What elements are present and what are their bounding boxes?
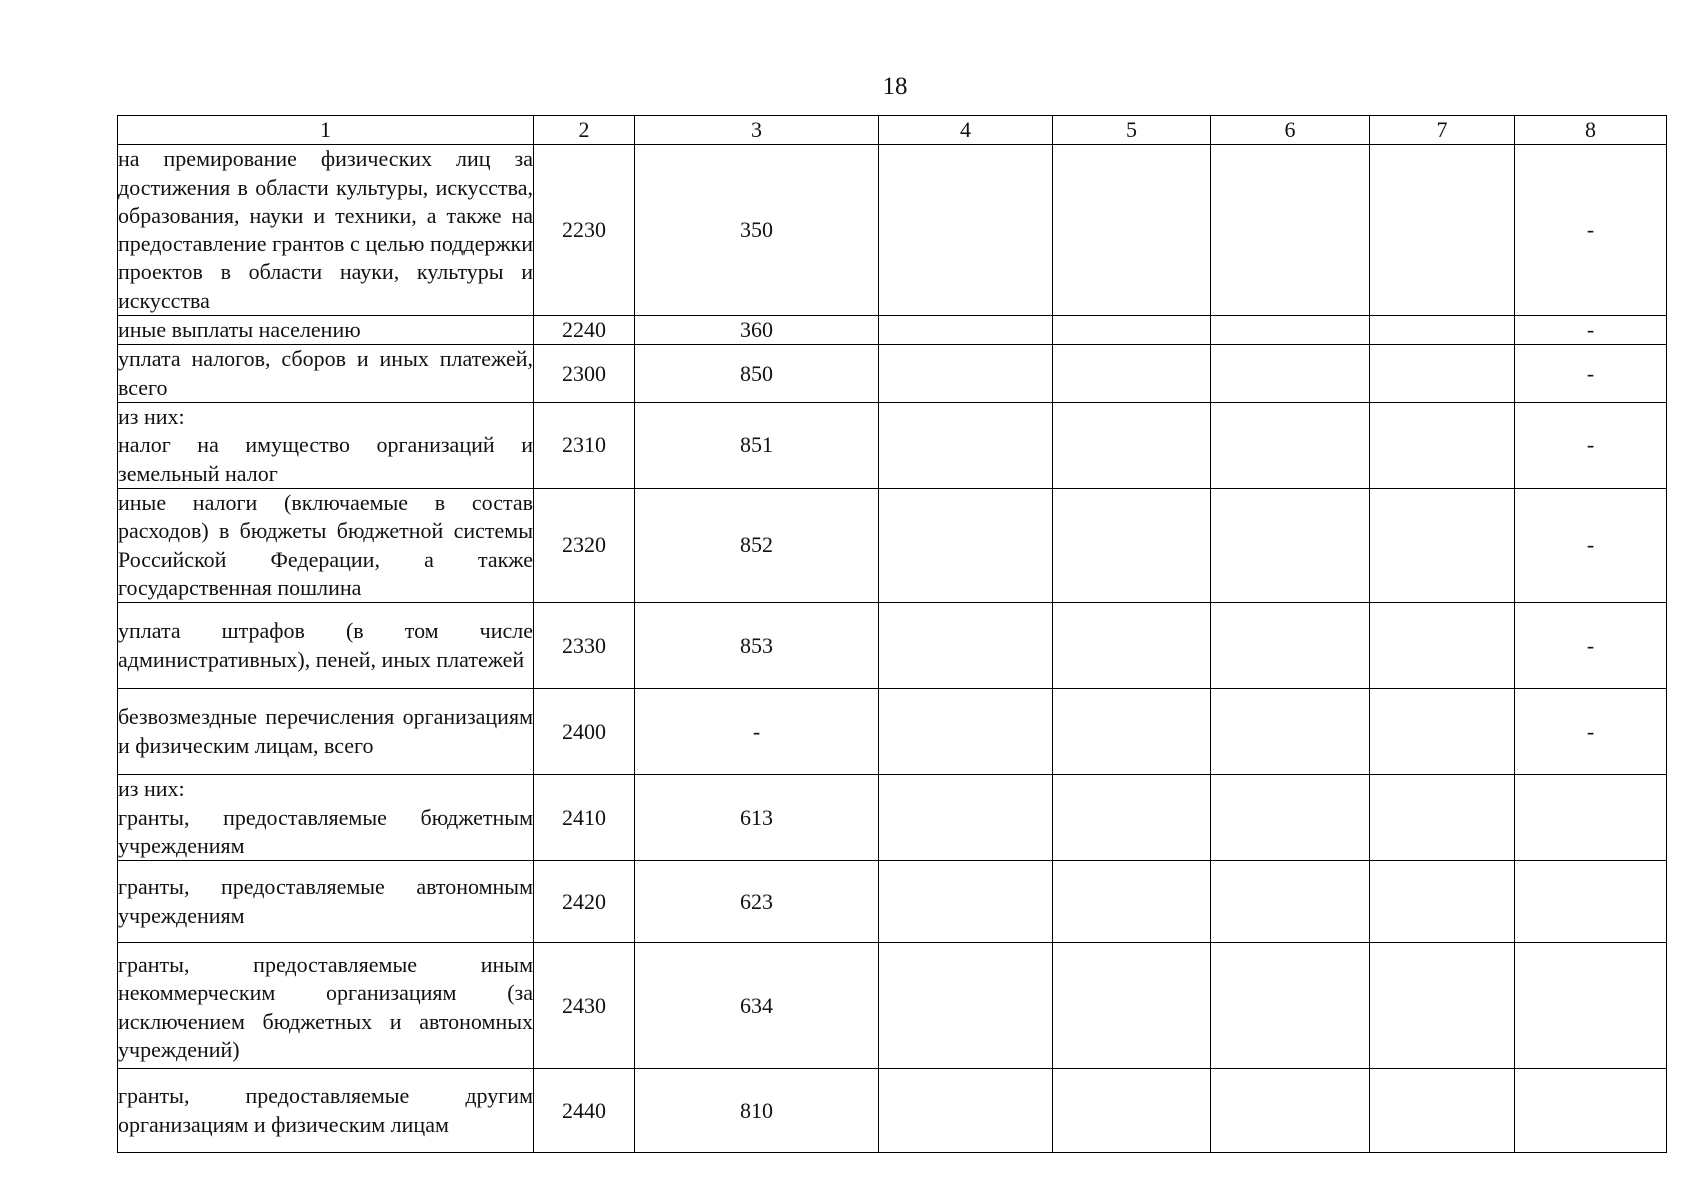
row-value-col5 xyxy=(1053,345,1211,403)
table-row xyxy=(118,861,1667,943)
row-name xyxy=(118,861,534,943)
row-value-col7 xyxy=(1370,861,1515,943)
column-number: 8 xyxy=(1515,116,1667,145)
row-kosgu-code: 852 xyxy=(635,488,879,602)
table-row xyxy=(118,689,1667,775)
table-row xyxy=(118,345,1667,403)
row-name-prefix: из них: xyxy=(118,776,185,802)
row-value-col5 xyxy=(1053,775,1211,861)
row-value-col8: - xyxy=(1515,316,1667,345)
row-name xyxy=(118,345,534,403)
row-value-col5 xyxy=(1053,145,1211,316)
row-value-col4 xyxy=(879,145,1053,316)
row-value-col7 xyxy=(1370,943,1515,1069)
row-value-col8: - xyxy=(1515,345,1667,403)
column-number: 7 xyxy=(1370,116,1515,145)
row-value-col7 xyxy=(1370,316,1515,345)
row-value-col7 xyxy=(1370,345,1515,403)
table-row xyxy=(118,145,1667,316)
row-name-text: уплата налогов, сборов и иных платежей, всего xyxy=(118,346,533,400)
row-kosgu-code: 810 xyxy=(635,1069,879,1153)
row-name-text: гранты, предоставляемые автономным учреждениям xyxy=(118,874,533,928)
row-name xyxy=(118,402,534,488)
row-code: 2440 xyxy=(534,1069,635,1153)
row-value-col6 xyxy=(1211,402,1370,488)
row-value-col6 xyxy=(1211,775,1370,861)
row-name xyxy=(118,488,534,602)
row-value-col8 xyxy=(1515,943,1667,1069)
row-name xyxy=(118,603,534,689)
row-value-col7 xyxy=(1370,145,1515,316)
row-kosgu-code: 360 xyxy=(635,316,879,345)
row-name xyxy=(118,145,534,316)
table-row xyxy=(118,316,1667,345)
row-name-text: налог на имущество организаций и земельный налог xyxy=(118,432,533,486)
row-code: 2400 xyxy=(534,689,635,775)
row-value-col4 xyxy=(879,775,1053,861)
row-kosgu-code: 853 xyxy=(635,603,879,689)
row-kosgu-code: 851 xyxy=(635,402,879,488)
financial-table xyxy=(117,115,1667,1153)
row-kosgu-code: - xyxy=(635,689,879,775)
row-name-prefix: из них: xyxy=(118,404,185,430)
row-code: 2420 xyxy=(534,861,635,943)
column-number: 1 xyxy=(118,116,534,145)
row-name-text: иные выплаты населению xyxy=(118,317,361,343)
row-code: 2430 xyxy=(534,943,635,1069)
column-number: 4 xyxy=(879,116,1053,145)
table-row xyxy=(118,402,1667,488)
row-code: 2230 xyxy=(534,145,635,316)
row-name-text: гранты, предоставляемые другим организациям и физическим лицам xyxy=(118,1083,533,1137)
row-name-text: на премирование физических лиц за достижения в области культуры, искусства, образования, науки и техники, а также на предоставление грантов с целью поддержки проектов в области науки, культуры и искусства xyxy=(118,146,533,313)
row-name-text: гранты, предоставляемые иным некоммерческим организациям (за исключением бюджетных и автономных учреждений) xyxy=(118,952,533,1062)
row-kosgu-code: 634 xyxy=(635,943,879,1069)
row-code: 2310 xyxy=(534,402,635,488)
row-value-col6 xyxy=(1211,145,1370,316)
row-name xyxy=(118,775,534,861)
row-value-col4 xyxy=(879,943,1053,1069)
row-name-text: уплата штрафов (в том числе административных), пеней, иных платежей xyxy=(118,618,533,672)
table-row xyxy=(118,775,1667,861)
row-kosgu-code: 613 xyxy=(635,775,879,861)
row-value-col4 xyxy=(879,1069,1053,1153)
row-value-col8: - xyxy=(1515,488,1667,602)
row-value-col6 xyxy=(1211,603,1370,689)
table-row xyxy=(118,1069,1667,1153)
row-code: 2240 xyxy=(534,316,635,345)
row-value-col4 xyxy=(879,488,1053,602)
row-name-text: иные налоги (включаемые в состав расходов) в бюджеты бюджетной системы Российской Федерации, а также государственная пошлина xyxy=(118,489,533,600)
row-value-col5 xyxy=(1053,402,1211,488)
row-value-col7 xyxy=(1370,488,1515,602)
row-value-col5 xyxy=(1053,943,1211,1069)
table-row xyxy=(118,603,1667,689)
row-code: 2330 xyxy=(534,603,635,689)
row-name-text: гранты, предоставляемые бюджетным учреждениям xyxy=(118,804,533,858)
row-kosgu-code: 850 xyxy=(635,345,879,403)
row-value-col6 xyxy=(1211,488,1370,602)
row-value-col8 xyxy=(1515,861,1667,943)
row-value-col4 xyxy=(879,402,1053,488)
row-value-col5 xyxy=(1053,861,1211,943)
page-number: 18 xyxy=(882,73,908,100)
row-name xyxy=(118,689,534,775)
column-number-row xyxy=(118,116,1667,145)
row-value-col8: - xyxy=(1515,145,1667,316)
row-value-col6 xyxy=(1211,689,1370,775)
row-value-col4 xyxy=(879,689,1053,775)
column-number: 3 xyxy=(635,116,879,145)
row-value-col7 xyxy=(1370,1069,1515,1153)
row-kosgu-code: 350 xyxy=(635,145,879,316)
row-code: 2320 xyxy=(534,488,635,602)
row-value-col8: - xyxy=(1515,603,1667,689)
row-value-col5 xyxy=(1053,488,1211,602)
table-row xyxy=(118,488,1667,602)
row-value-col7 xyxy=(1370,603,1515,689)
row-value-col4 xyxy=(879,345,1053,403)
row-value-col5 xyxy=(1053,1069,1211,1153)
row-name xyxy=(118,943,534,1069)
column-number: 6 xyxy=(1211,116,1370,145)
row-value-col8 xyxy=(1515,775,1667,861)
row-value-col7 xyxy=(1370,775,1515,861)
row-value-col8: - xyxy=(1515,402,1667,488)
column-number: 5 xyxy=(1053,116,1211,145)
row-value-col6 xyxy=(1211,345,1370,403)
row-value-col8: - xyxy=(1515,689,1667,775)
column-number: 2 xyxy=(534,116,635,145)
row-code: 2300 xyxy=(534,345,635,403)
table-row xyxy=(118,943,1667,1069)
row-value-col5 xyxy=(1053,689,1211,775)
row-value-col6 xyxy=(1211,1069,1370,1153)
row-value-col6 xyxy=(1211,316,1370,345)
row-value-col5 xyxy=(1053,603,1211,689)
row-value-col4 xyxy=(879,316,1053,345)
row-name xyxy=(118,1069,534,1153)
row-code: 2410 xyxy=(534,775,635,861)
row-value-col6 xyxy=(1211,861,1370,943)
row-value-col7 xyxy=(1370,402,1515,488)
row-value-col4 xyxy=(879,861,1053,943)
row-value-col8 xyxy=(1515,1069,1667,1153)
row-kosgu-code: 623 xyxy=(635,861,879,943)
row-name xyxy=(118,316,534,345)
row-name-text: безвозмездные перечисления организациям и физическим лицам, всего xyxy=(118,704,533,758)
row-value-col4 xyxy=(879,603,1053,689)
row-value-col5 xyxy=(1053,316,1211,345)
row-value-col7 xyxy=(1370,689,1515,775)
row-value-col6 xyxy=(1211,943,1370,1069)
